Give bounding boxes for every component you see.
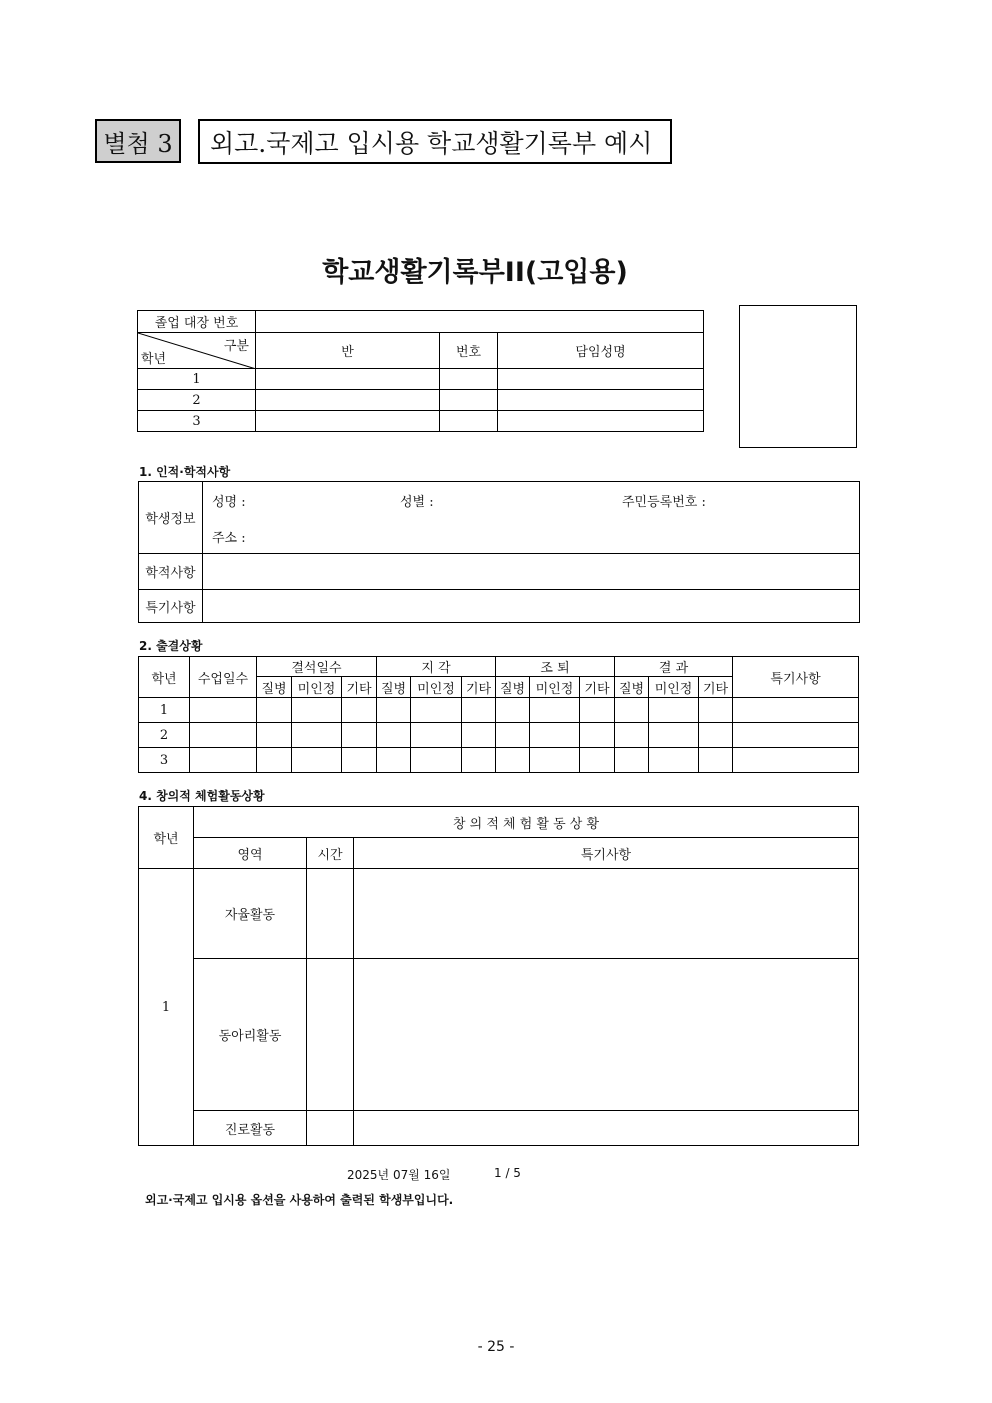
grade-cell: 1 bbox=[138, 369, 256, 390]
notes-value bbox=[203, 590, 860, 623]
col-teacher: 담임성명 bbox=[498, 333, 704, 369]
personal-info-table bbox=[138, 481, 860, 623]
ca-grade-value: 1 bbox=[139, 869, 194, 1146]
gender-label: 성별 : bbox=[400, 495, 434, 510]
ca-hours-cell bbox=[307, 959, 354, 1111]
sub-other: 기타 bbox=[580, 677, 615, 698]
ca-notes-cell bbox=[354, 1111, 859, 1146]
ca-hours-cell bbox=[307, 1111, 354, 1146]
ca-area-club: 동아리활동 bbox=[194, 959, 307, 1111]
name-label: 성명 : bbox=[212, 495, 246, 510]
student-info-cell bbox=[203, 482, 860, 554]
academic-label: 학적사항 bbox=[139, 554, 203, 590]
ca-notes-cell bbox=[354, 869, 859, 959]
grad-number-label: 졸업 대장 번호 bbox=[138, 311, 256, 333]
ca-notes-cell bbox=[354, 959, 859, 1111]
page-number: - 25 - bbox=[477, 1339, 515, 1355]
rrn-label: 주민등록번호 : bbox=[622, 495, 706, 510]
ca-hours-header: 시간 bbox=[307, 838, 354, 869]
photo-box bbox=[739, 305, 857, 448]
document-title: 학교생활기록부II(고입용) bbox=[322, 257, 628, 288]
sub-unexcused: 미인정 bbox=[292, 677, 342, 698]
att-grade: 1 bbox=[139, 698, 190, 723]
sub-other: 기타 bbox=[342, 677, 377, 698]
number-cell bbox=[440, 411, 498, 432]
creative-activity-table bbox=[138, 806, 859, 1146]
sub-unexcused: 미인정 bbox=[411, 677, 462, 698]
ca-area-header: 영역 bbox=[194, 838, 307, 869]
sub-unexcused: 미인정 bbox=[649, 677, 699, 698]
class-cell bbox=[256, 369, 440, 390]
ca-area-autonomous: 자율활동 bbox=[194, 869, 307, 959]
col-number: 번호 bbox=[440, 333, 498, 369]
class-cell bbox=[256, 411, 440, 432]
page-of: 1 / 5 bbox=[494, 1166, 521, 1180]
annex-label: 별첨 3 bbox=[95, 119, 181, 163]
annex-title: 외고.국제고 입시용 학교생활기록부 예시 bbox=[198, 119, 672, 164]
sub-unexcused: 미인정 bbox=[530, 677, 580, 698]
att-grade-header: 학년 bbox=[139, 657, 190, 698]
notes-label: 특기사항 bbox=[139, 590, 203, 623]
grad-number-value bbox=[256, 311, 704, 333]
teacher-cell bbox=[498, 390, 704, 411]
sub-other: 기타 bbox=[462, 677, 496, 698]
grade-cell: 3 bbox=[138, 411, 256, 432]
att-absence-header: 결석일수 bbox=[257, 657, 377, 677]
diag-bottom-label: 학년 bbox=[141, 352, 167, 367]
att-missed-header: 결 과 bbox=[615, 657, 733, 677]
att-grade: 3 bbox=[139, 748, 190, 773]
sub-illness: 질병 bbox=[257, 677, 292, 698]
grade-cell: 2 bbox=[138, 390, 256, 411]
attendance-table bbox=[138, 656, 859, 773]
section4-title: 4. 창의적 체험활동상황 bbox=[139, 789, 265, 803]
sub-illness: 질병 bbox=[496, 677, 530, 698]
att-class-days-header: 수업일수 bbox=[190, 657, 257, 698]
att-early-header: 조 퇴 bbox=[496, 657, 615, 677]
att-row bbox=[139, 748, 859, 773]
ca-hours-cell bbox=[307, 869, 354, 959]
address-label: 주소 : bbox=[212, 531, 246, 546]
student-info-label: 학생정보 bbox=[139, 482, 203, 554]
att-row bbox=[139, 698, 859, 723]
sub-other: 기타 bbox=[699, 677, 733, 698]
ca-area-career: 진로활동 bbox=[194, 1111, 307, 1146]
section2-title: 2. 출결상황 bbox=[139, 639, 203, 653]
class-cell bbox=[256, 390, 440, 411]
section1-title: 1. 인적·학적사항 bbox=[139, 465, 231, 479]
diagonal-header-cell bbox=[138, 333, 256, 369]
ca-grade-header: 학년 bbox=[139, 807, 194, 869]
sub-illness: 질병 bbox=[377, 677, 411, 698]
att-row bbox=[139, 723, 859, 748]
graduation-table bbox=[137, 310, 704, 432]
number-cell bbox=[440, 369, 498, 390]
ca-notes-header: 특기사항 bbox=[354, 838, 859, 869]
att-late-header: 지 각 bbox=[377, 657, 496, 677]
ca-main-header: 창 의 적 체 험 활 동 상 황 bbox=[194, 807, 859, 838]
academic-value bbox=[203, 554, 860, 590]
diag-top-label: 구분 bbox=[223, 339, 249, 354]
teacher-cell bbox=[498, 411, 704, 432]
col-class: 반 bbox=[256, 333, 440, 369]
print-date: 2025년 07월 16일 bbox=[347, 1168, 451, 1182]
att-grade: 2 bbox=[139, 723, 190, 748]
print-notice: 외고·국제고 입시용 옵션을 사용하여 출력된 학생부입니다. bbox=[145, 1193, 454, 1207]
number-cell bbox=[440, 390, 498, 411]
teacher-cell bbox=[498, 369, 704, 390]
sub-illness: 질병 bbox=[615, 677, 649, 698]
att-notes-header: 특기사항 bbox=[733, 657, 859, 698]
